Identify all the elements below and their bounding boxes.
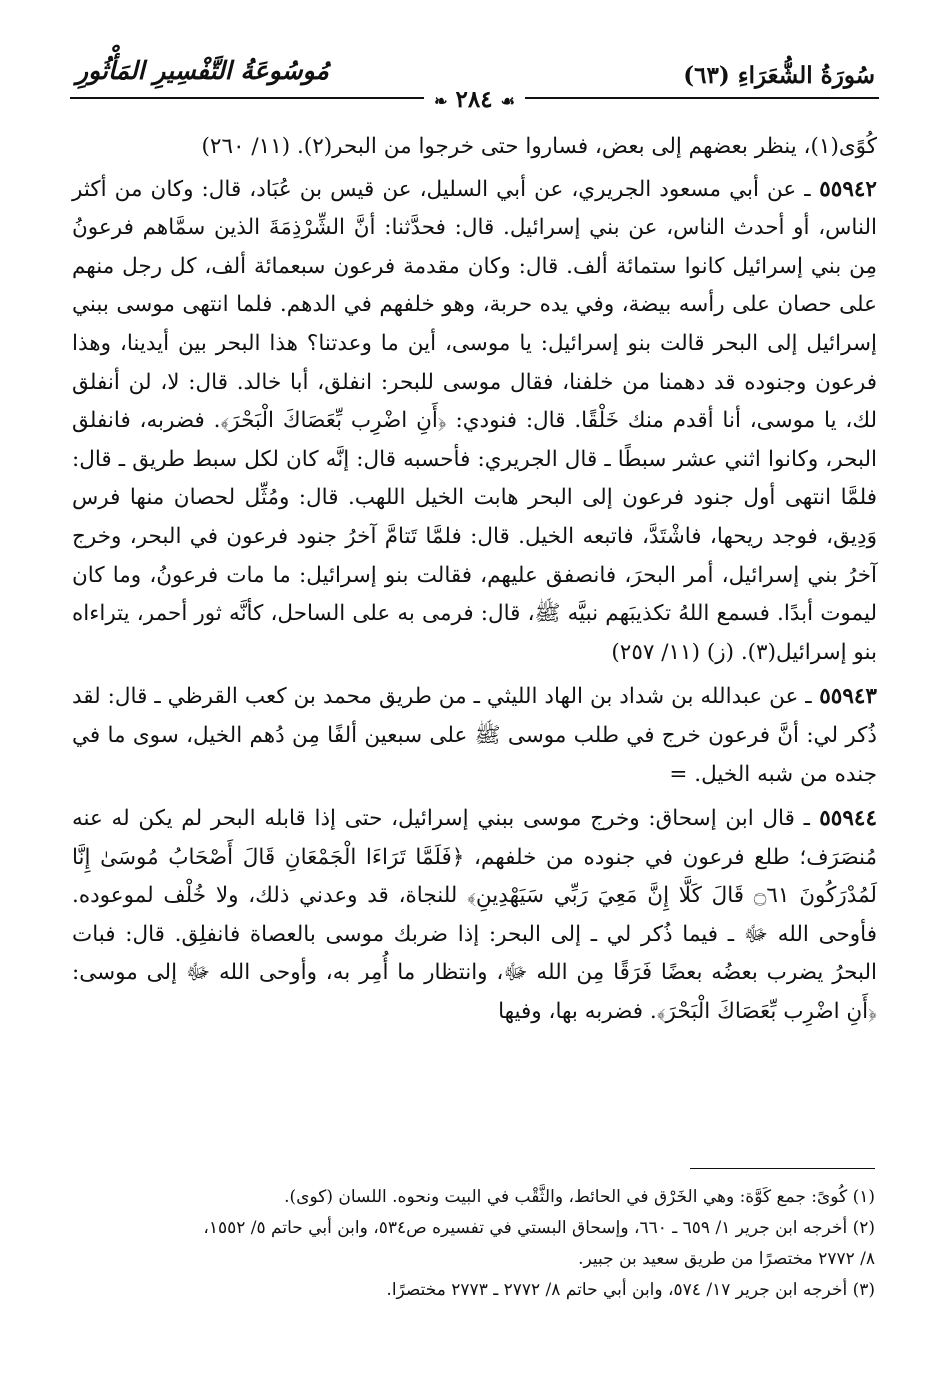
book-title: مُوسُوعَةُ التَّفْسِيرِ المَأْثُورِ: [76, 56, 329, 85]
text-line: كُوًى(١)، ينظر بعضهم إلى بعض، فساروا حتى خرجوا من البحر(٢). (١١/ ٢٦٠): [201, 134, 877, 159]
text-line: من أكثر الناس، أو أحدث الناس، عن بني إسرائيل. قال: فحدَّثنا: أنَّ الشِّرْذِمَةَ الذين: [72, 176, 877, 241]
text-line: يكن له عنه مُنصَرَف؛ طلع فرعون في جنوده من خلفهم، ﴿فَلَمَّا تَرَاءَا الْجَمْعَانِ قَالَ: [72, 806, 877, 870]
paragraph-55943: [72, 678, 877, 794]
text-line: الخيل، سوى ما في جنده من شبه الخيل. =: [72, 722, 877, 787]
footnote-3: (٣) أخرجه ابن جرير ١٧/ ٥٧٤، وابن أبي حاتم ٨/ ٢٧٧٢ ـ ٢٧٧٣ مختصرًا.: [386, 1280, 875, 1300]
footnotes: [72, 1182, 875, 1306]
text-line: أَصْحَابُ مُوسَىٰ إِنَّا لَمُدْرَكُونَ ۝٦١ قَالَ كَلَّا إِنَّ مَعِيَ رَبِّي سَيَهْدِينِ﴾ للنجاة، قد وعدني ذلك،: [72, 844, 877, 909]
page-number: ٢٨٤: [455, 86, 493, 113]
text-line: وعدتنا؟ هذا البحر بين أيدينا، وهذا فرعون وجنوده قد دهمنا من خلفنا، فقال موسى: [72, 330, 877, 395]
narration-number: ٥٥٩٤٤: [809, 806, 877, 832]
ornament-left-icon: ❧: [434, 91, 448, 111]
page-number-box: [424, 86, 525, 113]
surah-title: سُورَةُ الشُّعَرَاءِ (٦٣): [683, 62, 875, 89]
footnote-2-continued: ٨/ ٢٧٧٢ مختصرًا من طريق سعيد بن جبير.: [578, 1249, 875, 1269]
text-line: قال: لقد ذُكر لي: أنَّ فرعون خرج في طلب موسى ﷺ على سبعين ألفًا مِن دُهم: [72, 684, 877, 748]
footnote-separator: [690, 1168, 875, 1169]
text-line: قال: فنودي: ﴿أَنِ اضْرِب بِّعَصَاكَ الْبَحْرَ﴾. فضربه، فانفلق البحر، وكانوا اثني عشر: [72, 408, 877, 472]
text-line: وخرج آخرُ بني إسرائيل، أمر البحرَ، فانصفق عليهم، فقالت بنو إسرائيل: ما مات: [72, 523, 878, 588]
narration-number: ٥٥٩٤٣: [811, 684, 877, 710]
text-line: ـ عن عبدالله بن شداد بن الهاد الليثي ـ من طريق محمد بن كعب القرظي ـ: [147, 684, 812, 710]
text-line: للبحر: انفلق، أبا خالد. قال: لا، لن أنفلق لك، يا موسى، أنا أقدم منك خَلْقًا.: [72, 369, 877, 434]
text-line: فوجد ريحها، فاشْتَدَّ، فاتبعه الخيل. قال: فلمَّا تَتامَّ آخرُ جنود فرعون في البحر،: [121, 523, 818, 549]
text-line: الساحل، كأنَّه ثور أحمر، يتراءاه بنو إسرائيل(٣). (ز) (١١/ ٢٥٧): [72, 601, 877, 665]
text-line: ألف، كل رجل منهم على حصان على رأسه بيضة، وفي يده حربة، وهو خلفهم في: [72, 253, 877, 318]
text-line: أُمِر به، وأوحى الله ﷻ إلى موسى: ﴿أَنِ اضْرِب بِّعَصَاكَ الْبَحْرَ﴾. فضربه بها، وفيها: [72, 960, 877, 1025]
text-line: ـ قال ابن إسحاق: وخرج موسى ببني إسرائيل، حتى إذا قابله البحر لم: [172, 806, 810, 832]
paragraph-continuation: [72, 128, 877, 167]
ornament-right-icon: ☙: [500, 91, 515, 111]
text-line: بالعصاة فانفلِق. قال: فبات البحرُ يضرب بعضُه بعضًا فَرَقًا مِن الله ﷻ، وانتظار ما: [72, 921, 877, 986]
text-line: فرعونُ، وما كان ليموت أبدًا. فسمع اللهُ تكذيبَهم نبيَّه ﷺ، قال: فرمى به على: [72, 562, 878, 627]
text-line: ولا خُلْف لموعوده. فأوحى الله ﷻ ـ فيما ذُكر لي ـ إلى البحر: إذا ضربك موسى: [72, 883, 878, 947]
text-line: الدهم. فلما انتهى موسى ببني إسرائيل إلى البحر قالت بنو إسرائيل: يا موسى، أين ما: [72, 292, 877, 356]
footnote-2: (٢) أخرجه ابن جرير ١/ ٦٥٩ ـ ٦٦٠، وإسحاق البستي في تفسيره ص٥٣٤، وابن أبي حاتم ٥/ ١٥٥٢،: [203, 1218, 875, 1238]
narration-number: ٥٥٩٤٢: [810, 176, 877, 202]
page-number-wrap: [0, 86, 949, 113]
text-line: ـ عن أبي مسعود الجريري، عن أبي السليل، عن قيس بن عُبَاد، قال: وكان: [142, 176, 811, 202]
text-line: سمَّاهم فرعونُ مِن بني إسرائيل كانوا ستمائة ألف. قال: وكان مقدمة فرعون سبعمائة: [72, 215, 878, 279]
footnote-1: (١) كُوىً: جمع كَوَّة: وهي الخَرْق في الحائط، والثَّقْب في البيت ونحوه. اللسان (كوى).: [284, 1187, 875, 1207]
text-line: جنود فرعون إلى البحر هابت الخيل اللهب. قال: ومُثِّل لحصان منها فرس وَدِيق،: [72, 485, 877, 549]
paragraph-55944: [72, 800, 877, 1032]
text-line: سبطًا ـ قال الجريري: فأحسبه قال: إنَّه كان لكل سبط طريق ـ قال: فلمَّا انتهى أول: [72, 446, 877, 511]
paragraph-55942: [72, 171, 877, 673]
main-text: [72, 128, 877, 1038]
